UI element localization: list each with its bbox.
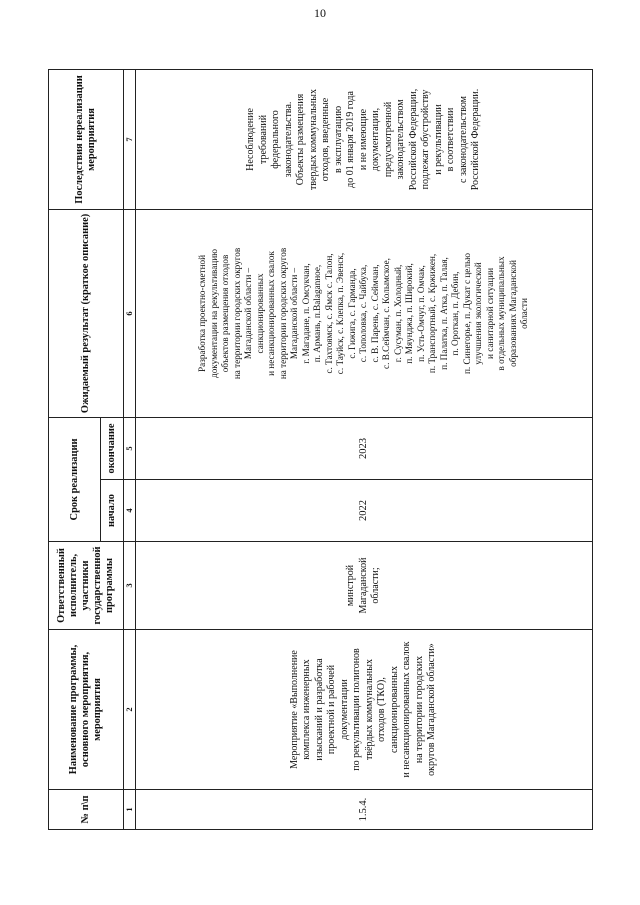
row-start: 2022 [135,480,592,542]
column-number: 3 [123,542,135,630]
row-consequences: Несоблюдение требований федерального законодательства. Объекты размещения твердых коммунальных отходов, введенные в эксплуатацию до 01 января 2019 года и не имеющие документации, предусмотренной законодательством Российской Федерации, подлежат обустройству и рекультивации в соответствии с законодательством Российской Федерации. [135,69,592,209]
page-number: 10 [314,6,326,20]
header-start: начало [101,480,124,542]
header-executor: Ответственный исполнитель, участники государственной программы [49,542,124,630]
column-number: 5 [123,417,135,479]
table-row [135,69,592,829]
column-number: 1 [123,790,135,830]
header-row [49,69,101,829]
header-result: Ожидаемый результат (краткое описание) [49,209,124,417]
column-number: 6 [123,209,135,417]
row-executor: минстрой Магаданской области; [135,542,592,630]
rotated-table-container [48,70,593,830]
header-consequences: Последствия нереализации мероприятия [49,69,124,209]
column-number: 2 [123,630,135,790]
row-name: Мероприятие «Выполнение комплекса инженерных изысканий и разработка проектной и рабочей документации по рекультивации полигонов твёрдых коммунальных отходов (ТКО), санкционированных и несанкционированных свалок на территории городских округов Магаданской области» [135,630,592,790]
header-period: Срок реализации [49,417,101,541]
header-name: Наименование программы, основного мероприятия, мероприятия [49,630,124,790]
program-table [48,69,593,830]
column-numbers-row [123,69,135,829]
column-number: 4 [123,480,135,542]
header-end: окончание [101,417,124,479]
row-number: 1.5.4. [135,790,592,830]
column-number: 7 [123,69,135,209]
row-end: 2023 [135,417,592,479]
row-result: Разработка проектно-сметной документации на рекультивацию объектов размещения отходов на территории городских округов Магаданской области – санкционированных и несанкционированных свалок на территории городских округов Магаданской области – г. Магадане, п. Омсукчан, п. Армань, п.Balaganное, с. Тахтоямск, с. Ямск с. Талон, с. Тауйск, с. Клепка, п. Эвенск, с. Гижига, с. Гарманда, с. Тополовка, с. Чайбуха, с. В. Парень, с. Сеймчан, с. В.Сеймчан, с. Колымское, г. Сусуман, п. Холодный, п. Мяунджа, п. Широкий, п. Усть-Омчуг, п. Омчак, п. Транспортный, с. Кржижен, п. Палатка, п. Атка, п. Талая, п. Ороткан, п. Дебин, п. Синегорье, п. Дукат с целью улучшения экологической и санитарной ситуации в отдельных муниципальных образованиях Магаданской области [135,209,592,417]
header-number: № п\п [49,790,124,830]
